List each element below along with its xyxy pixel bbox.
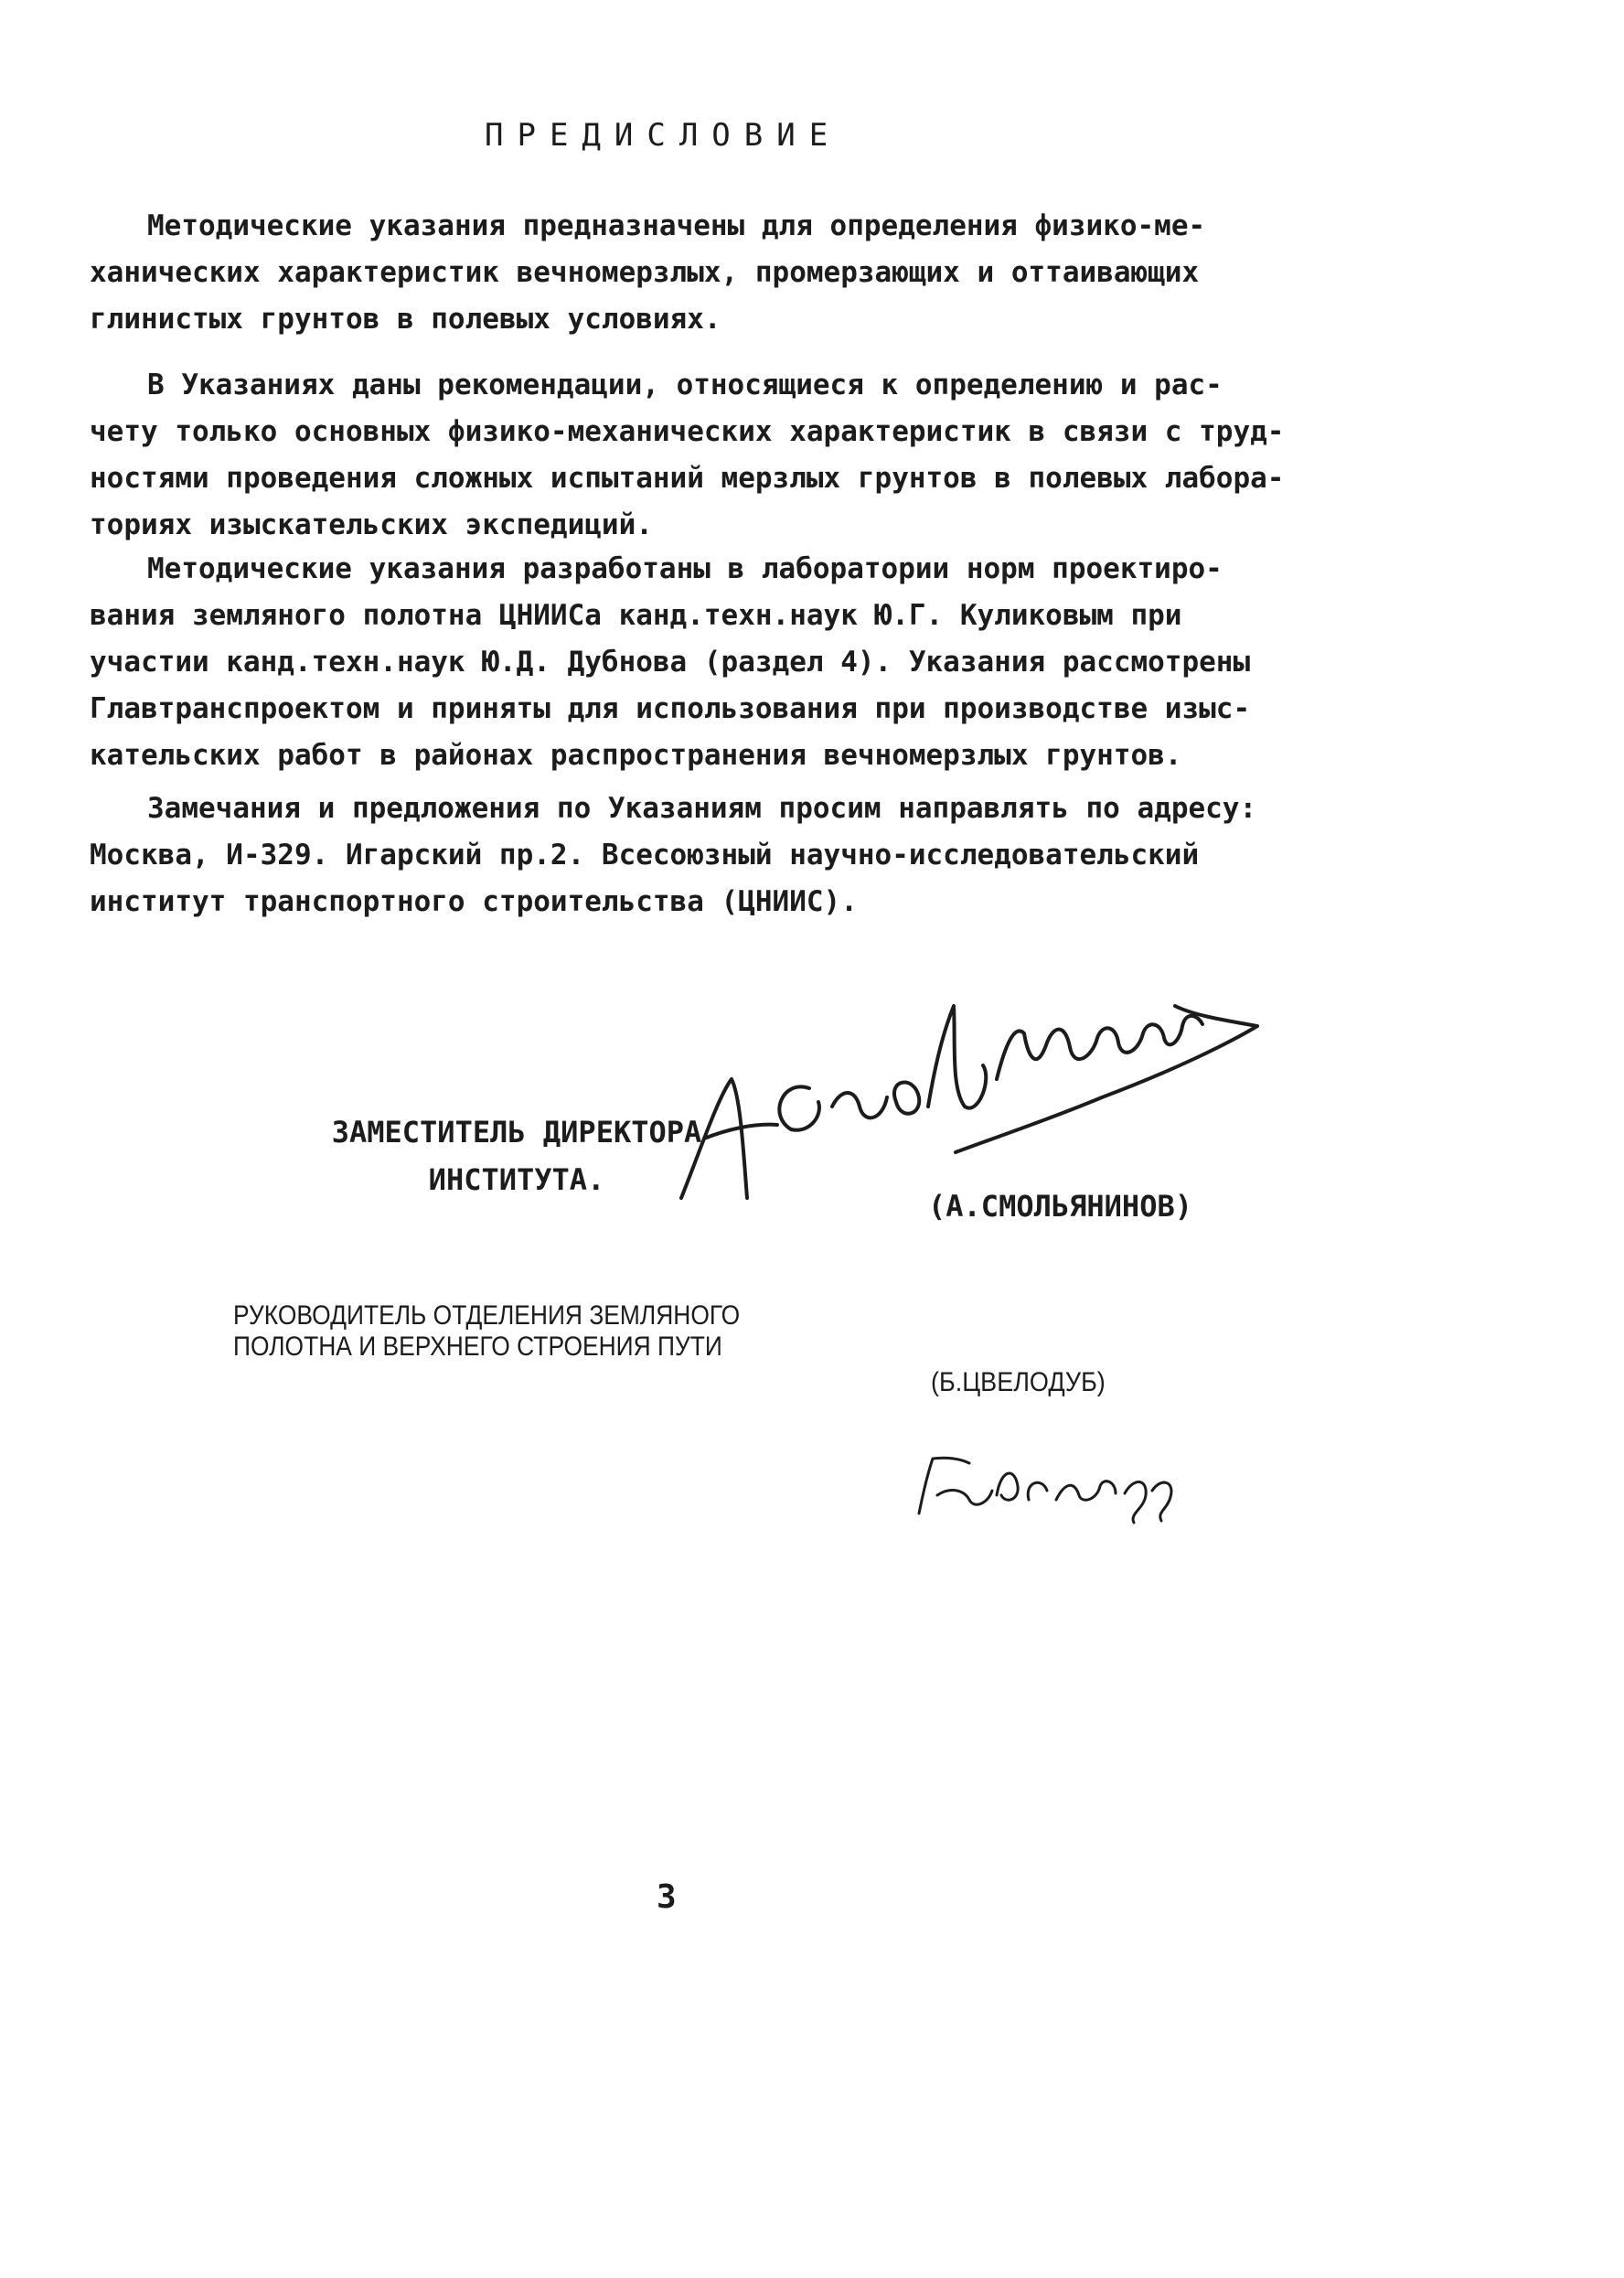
paragraph-line: Методические указания предназначены для определения физико-ме- [147, 209, 1206, 242]
handwritten-signature-smolyaninov [663, 969, 1285, 1225]
deputy-director-name: (А.СМОЛЬЯНИНОВ) [928, 1189, 1192, 1224]
paragraph-line: кательских работ в районах распространения вечномерзлых грунтов. [90, 739, 1182, 772]
paragraph-line: Главтранспроектом и приняты для использования при производстве изыс- [90, 692, 1251, 725]
paragraph-purpose [90, 203, 1278, 343]
page-number: 3 [657, 1878, 677, 1916]
paragraph-line: Замечания и предложения по Указаниям просим направлять по адресу: [147, 792, 1257, 825]
title-line: РУКОВОДИТЕЛЬ ОТДЕЛЕНИЯ ЗЕМЛЯНОГО [233, 1300, 741, 1331]
page-heading: ПРЕДИСЛОВИЕ [485, 117, 842, 154]
paragraph-line: участии канд.техн.наук Ю.Д. Дубнова (раздел 4). Указания рассмотрены [90, 646, 1251, 679]
department-head-name: (Б.ЦВЕЛОДУБ) [931, 1367, 1106, 1397]
paragraph-line: В Указаниях даны рекомендации, относящиеся к определению и рас- [147, 369, 1223, 401]
paragraph-recommendations [90, 362, 1285, 549]
paragraph-line: ханических характеристик вечномерзлых, промерзающих и оттаивающих [90, 256, 1200, 289]
paragraph-line: Москва, И-329. Игарский пр.2. Всесоюзный научно-исследовательский [90, 839, 1200, 872]
paragraph-line: глинистых грунтов в полевых условиях. [90, 303, 721, 336]
paragraph-line: вания земляного полотна ЦНИИСа канд.техн.наук Ю.Г. Куликовым при [90, 599, 1182, 632]
paragraph-line: ностями проведения сложных испытаний мерзлых грунтов в полевых лабора- [90, 462, 1285, 495]
title-line: ИНСТИТУТА. [428, 1162, 605, 1197]
handwritten-signature-tsvelodub [901, 1440, 1193, 1541]
title-line: ПОЛОТНА И ВЕРХНЕГО СТРОЕНИЯ ПУТИ [233, 1332, 722, 1362]
paragraph-address [90, 786, 1278, 925]
paragraph-line: чету только основных физико-механических характеристик в связи с труд- [90, 415, 1285, 448]
department-head-title [233, 1300, 740, 1363]
paragraph-line: Методические указания разработаны в лаборатории норм проектиро- [147, 552, 1223, 585]
deputy-director-title [320, 1108, 713, 1203]
paragraph-authors [90, 546, 1278, 779]
paragraph-line: ториях изыскательских экспедиций. [90, 508, 653, 541]
title-line: ЗАМЕСТИТЕЛЬ ДИРЕКТОРА [331, 1115, 702, 1150]
paragraph-line: институт транспортного строительства (ЦНИИС). [90, 885, 858, 918]
